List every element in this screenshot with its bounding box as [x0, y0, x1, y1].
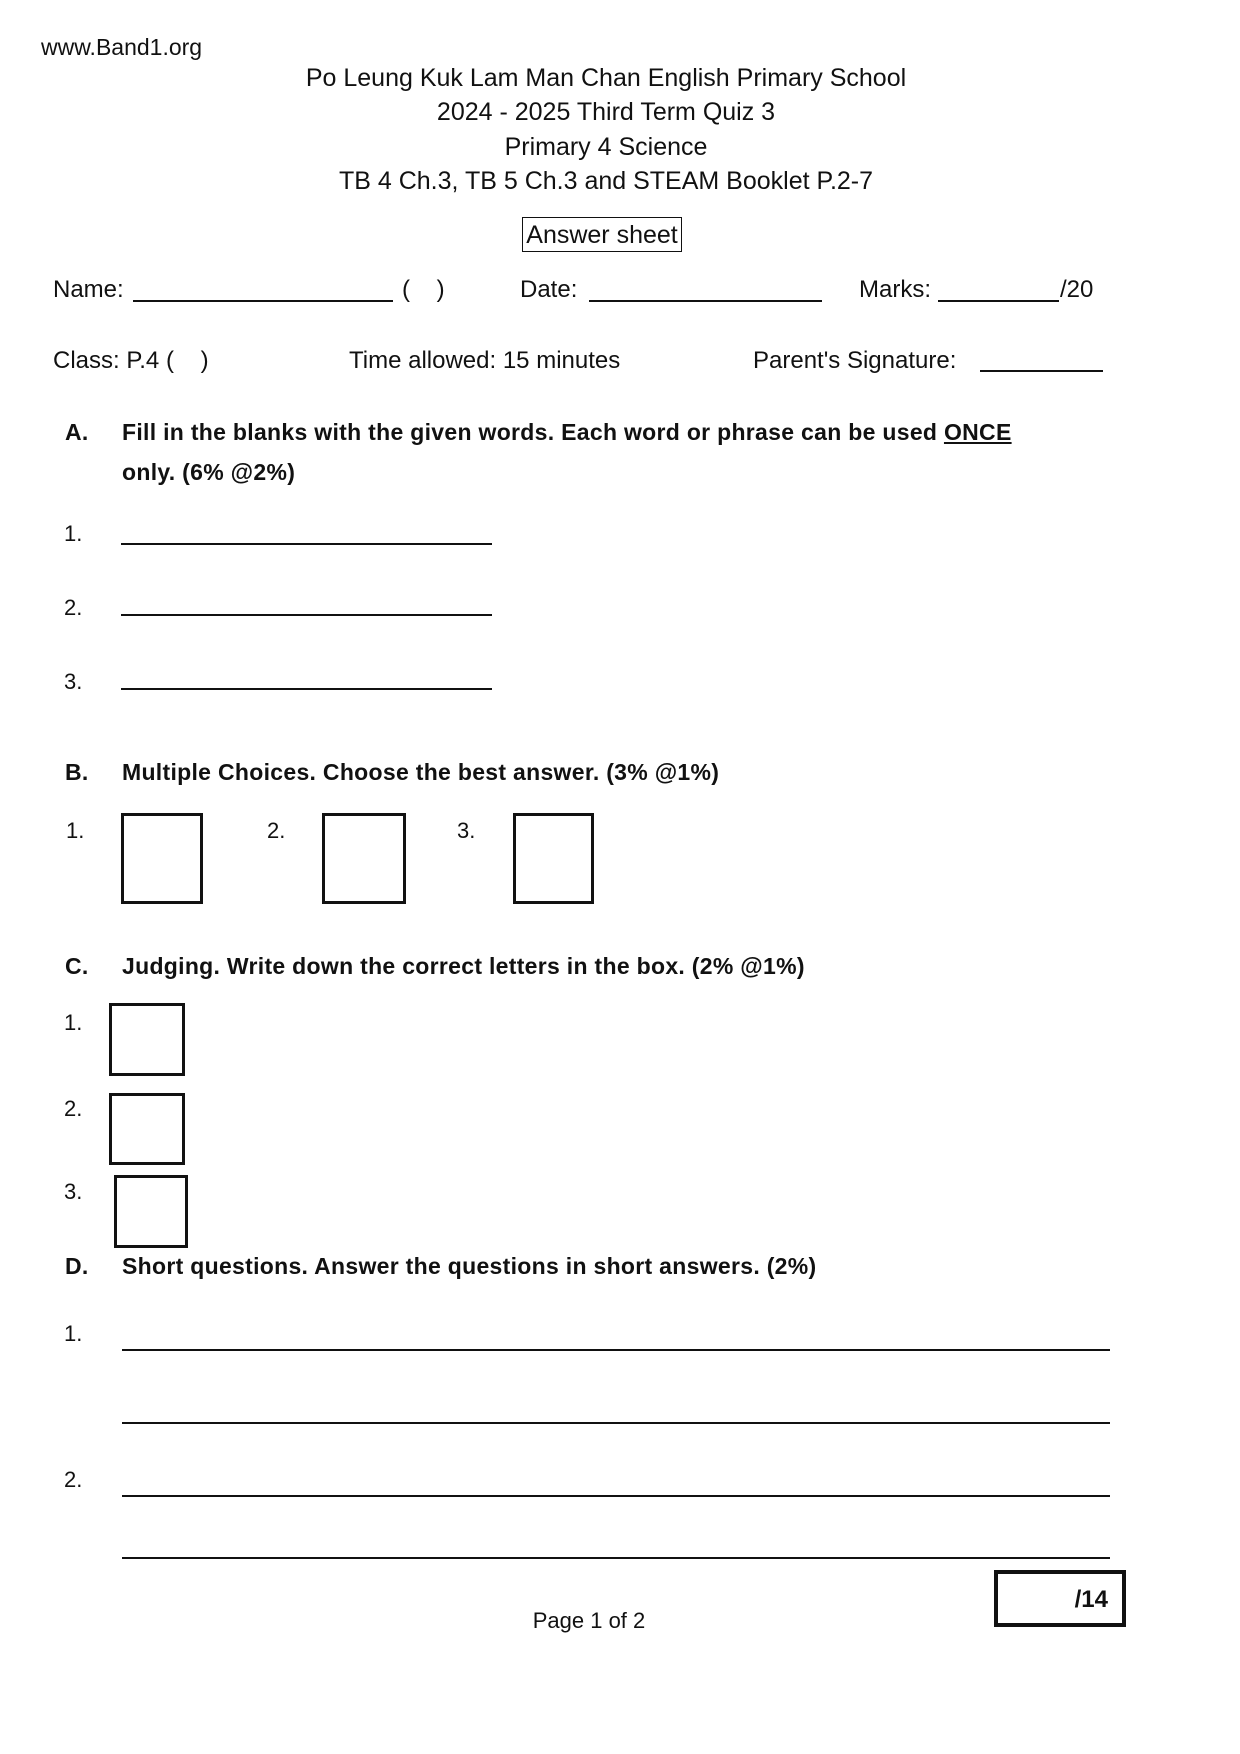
name-label: Name: [53, 276, 124, 303]
parent-signature-label: Parent's Signature: [753, 347, 957, 374]
section-c-instruction: Judging. Write down the correct letters in the box. (2% @1%) [122, 953, 805, 979]
date-field[interactable] [589, 300, 822, 302]
d-answer-2-line-2[interactable] [122, 1557, 1110, 1559]
parent-signature-field[interactable] [980, 370, 1103, 372]
section-d-letter: D. [65, 1253, 89, 1279]
d-item-number: 1. [64, 1321, 83, 1346]
a-item-number: 2. [64, 595, 83, 620]
section-a-text: Fill in the blanks with the given words. Each word or phrase can be used [122, 419, 944, 445]
d-item-number: 2. [64, 1467, 83, 1492]
marks-label: Marks: [859, 276, 931, 303]
c-item-number: 1. [64, 1010, 83, 1035]
c-answer-box-2[interactable] [109, 1093, 185, 1165]
section-b-instruction: Multiple Choices. Choose the best answer. (3% @1%) [122, 759, 720, 785]
c-answer-box-1[interactable] [109, 1003, 185, 1076]
page-number: Page 1 of 2 [532, 1608, 646, 1633]
quiz-title: 2024 - 2025 Third Term Quiz 3 [436, 98, 776, 126]
d-answer-1-line-2[interactable] [122, 1422, 1110, 1424]
subtotal-box [994, 1570, 1126, 1627]
school-name: Po Leung Kuk Lam Man Chan English Primary School [305, 64, 907, 92]
d-answer-1-line-1[interactable] [122, 1349, 1110, 1351]
b-item-number: 1. [66, 818, 85, 843]
watermark-url: www.Band1.org [41, 34, 203, 60]
c-answer-box-3[interactable] [114, 1175, 188, 1248]
d-answer-2-line-1[interactable] [122, 1495, 1110, 1497]
section-c-letter: C. [65, 953, 89, 979]
subtotal-label: /14 [1074, 1586, 1108, 1613]
b-item-number: 3. [457, 818, 476, 843]
a-item-number: 3. [64, 669, 83, 694]
answer-sheet-label: Answer sheet [522, 217, 682, 252]
marks-field[interactable] [938, 300, 1059, 302]
a-answer-2[interactable] [121, 614, 492, 616]
section-a-letter: A. [65, 419, 89, 445]
b-item-number: 2. [267, 818, 286, 843]
class-number-field[interactable]: ( ) [402, 276, 445, 303]
c-item-number: 3. [64, 1179, 83, 1204]
section-a-instruction [122, 421, 1012, 444]
b-answer-box-2[interactable] [322, 813, 406, 904]
section-b-letter: B. [65, 759, 89, 785]
b-answer-box-3[interactable] [513, 813, 594, 904]
a-answer-3[interactable] [121, 688, 492, 690]
marks-total: /20 [1060, 276, 1094, 303]
date-label: Date: [520, 276, 578, 303]
class-label: Class: P.4 ( ) [53, 347, 209, 374]
subject-title: Primary 4 Science [504, 133, 708, 161]
section-a-emphasis: ONCE [943, 419, 1012, 445]
a-answer-1[interactable] [121, 543, 492, 545]
section-a-instruction-2: only. (6% @2%) [122, 459, 296, 485]
time-allowed: Time allowed: 15 minutes [349, 347, 621, 374]
b-answer-box-1[interactable] [121, 813, 203, 904]
section-d-instruction: Short questions. Answer the questions in short answers. (2%) [122, 1253, 817, 1279]
c-item-number: 2. [64, 1096, 83, 1121]
a-item-number: 1. [64, 521, 83, 546]
name-field[interactable] [133, 300, 393, 302]
syllabus-scope: TB 4 Ch.3, TB 5 Ch.3 and STEAM Booklet P.2-7 [338, 167, 874, 195]
